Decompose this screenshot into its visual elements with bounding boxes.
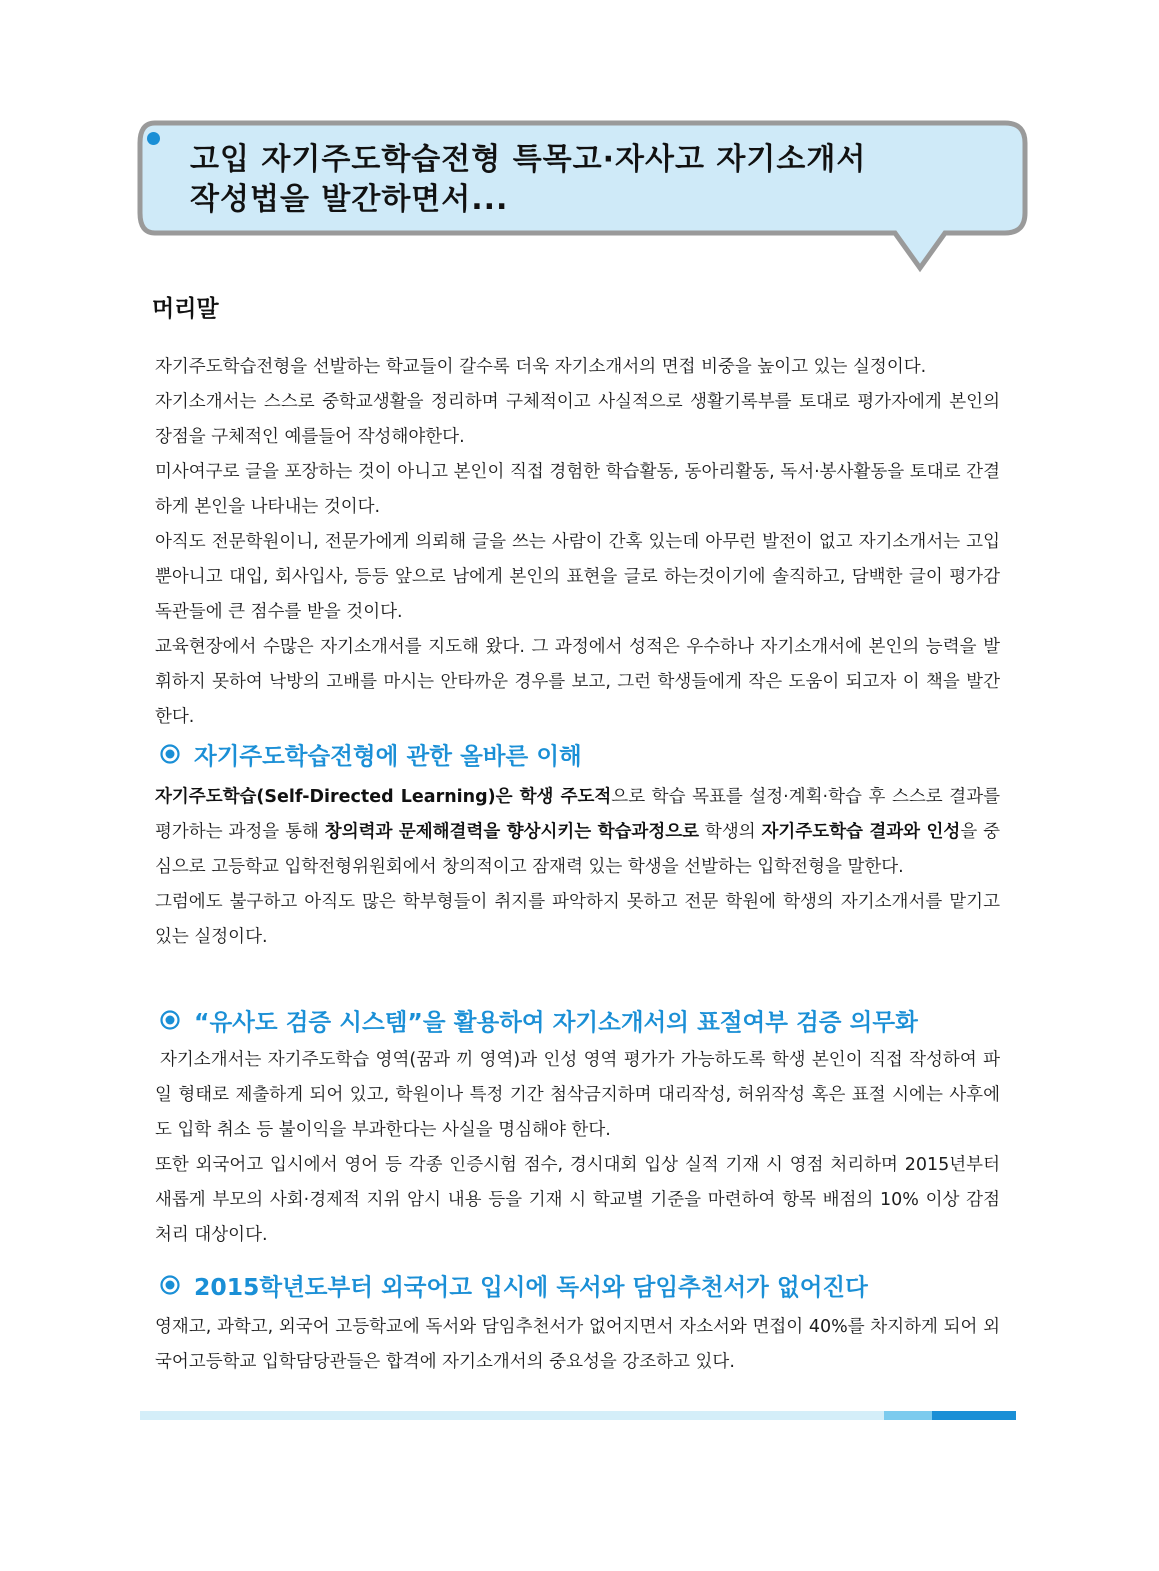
dot-icon: [147, 132, 160, 145]
footer-bar: [140, 1411, 1016, 1420]
preface-paragraph-4: 아직도 전문학원이니, 전문가에게 의뢰해 글을 쓰는 사람이 간혹 있는데 아무런 발전이 없고 자기소개서는 고입뿐아니고 대입, 회사입사, 등등 앞으로 남에게 본인의 표현을 글로 하는것이기에 솔직하고, 담백한 글이 평가감독관들에 큰 점수를 받을 것이다.: [155, 532, 1000, 622]
banner-title-line2: 작성법을 발간하면서...: [190, 182, 509, 217]
title-banner: [135, 118, 1031, 278]
bold-phrase: 자기주도학습(Self-Directed Learning)은 학생 주도적: [155, 787, 612, 807]
text-phrase: 학생의: [699, 822, 762, 842]
preface-paragraph-1: 자기주도학습전형을 선발하는 학교들이 갈수록 더욱 자기소개서의 면접 비중을 높이고 있는 실정이다.: [155, 357, 927, 377]
section2-paragraph-1: 자기소개서는 자기주도학습 영역(꿈과 끼 영역)과 인성 영역 평가가 가능하도록 학생 본인이 직접 작성하여 파일 형태로 제출하게 되어 있고, 학원이나 특정 기간 첨삭금지하며 대리작성, 허위작성 혹은 표절 시에는 사후에도 입학 취소 등 불이익을 부과한다는 사실을 명심해야 한다.: [155, 1050, 1000, 1140]
section3-paragraph-1: 영재고, 과학고, 외국어 고등학교에 독서와 담임추천서가 없어지면서 자소서와 면접이 40%를 차지하게 되어 외국어고등학교 입학담당관들은 합격에 자기소개서의 중요성을 강조하고 있다.: [155, 1317, 1000, 1372]
section-heading-text: 자기주도학습전형에 관한 올바른 이해: [194, 742, 582, 770]
footer-bar-mid: [884, 1411, 932, 1420]
bold-phrase: 자기주도학습 결과와 인성: [761, 822, 961, 842]
section-heading-plagiarism: [160, 1003, 918, 1037]
section-heading-text: “유사도 검증 시스템”을 활용하여 자기소개서의 표절여부 검증 의무화: [194, 1008, 918, 1036]
footer-bar-dark: [932, 1411, 1016, 1420]
preface-paragraph-3: 미사여구로 글을 포장하는 것이 아니고 본인이 직접 경험한 학습활동, 동아리활동, 독서·봉사활동을 토대로 간결하게 본인을 나타내는 것이다.: [155, 462, 1000, 517]
text-phrase: 으로 학습 목표를 설정·계획·학습 후 스스로 결과를 평가하는 과정을 통해: [155, 787, 1001, 842]
preface-paragraph-5: 교육현장에서 수많은 자기소개서를 지도해 왔다. 그 과정에서 성적은 우수하나 자기소개서에 본인의 능력을 발휘하지 못하여 낙방의 고배를 마시는 안타까운 경우를 보고, 그런 학생들에게 작은 도움이 되고자 이 책을 발간한다.: [155, 637, 1000, 727]
preface-heading: 머리말: [152, 296, 219, 322]
target-circle-icon: [160, 1275, 180, 1295]
section1-body: [155, 780, 1000, 955]
bold-phrase: 창의력과 문제해결력을 향상시키는 학습과정으로: [324, 822, 700, 842]
text-phrase: 을 중심으로 고등학교 입학전형위원회에서 창의적이고 잠재력 있는 학생을 선발하는 입학전형을 말한다.: [155, 822, 1001, 877]
banner-title-line1: 고입 자기주도학습전형 특목고·자사고 자기소개서: [190, 142, 867, 177]
section2-body: [155, 1043, 1000, 1253]
section3-body: [155, 1310, 1000, 1380]
banner-title: [190, 140, 990, 220]
section2-paragraph-2: 또한 외국어고 입시에서 영어 등 각종 인증시험 점수, 경시대회 입상 실적 기재 시 영점 처리하며 2015년부터 새롭게 부모의 사회·경제적 지위 암시 내용 등을 기재 시 학교별 기준을 마련하여 항목 배점의 10% 이상 감점 처리 대상이다.: [155, 1155, 1000, 1245]
section-heading-2015-change: [160, 1268, 868, 1302]
section-heading-self-directed: [160, 737, 582, 771]
footer-bar-light: [140, 1411, 884, 1420]
section1-paragraph-2: 그럼에도 불구하고 아직도 많은 학부형들이 취지를 파악하지 못하고 전문 학원에 학생의 자기소개서를 맡기고 있는 실정이다.: [155, 892, 1000, 947]
preface-body: [155, 350, 1000, 735]
target-circle-icon: [160, 1010, 180, 1030]
section1-paragraph-1: [155, 780, 1000, 885]
preface-paragraph-2: 자기소개서는 스스로 중학교생활을 정리하며 구체적이고 사실적으로 생활기록부를 토대로 평가자에게 본인의 장점을 구체적인 예를들어 작성해야한다.: [155, 392, 1000, 447]
target-circle-icon: [160, 744, 180, 764]
section-heading-text: 2015학년도부터 외국어고 입시에 독서와 담임추천서가 없어진다: [194, 1273, 868, 1301]
